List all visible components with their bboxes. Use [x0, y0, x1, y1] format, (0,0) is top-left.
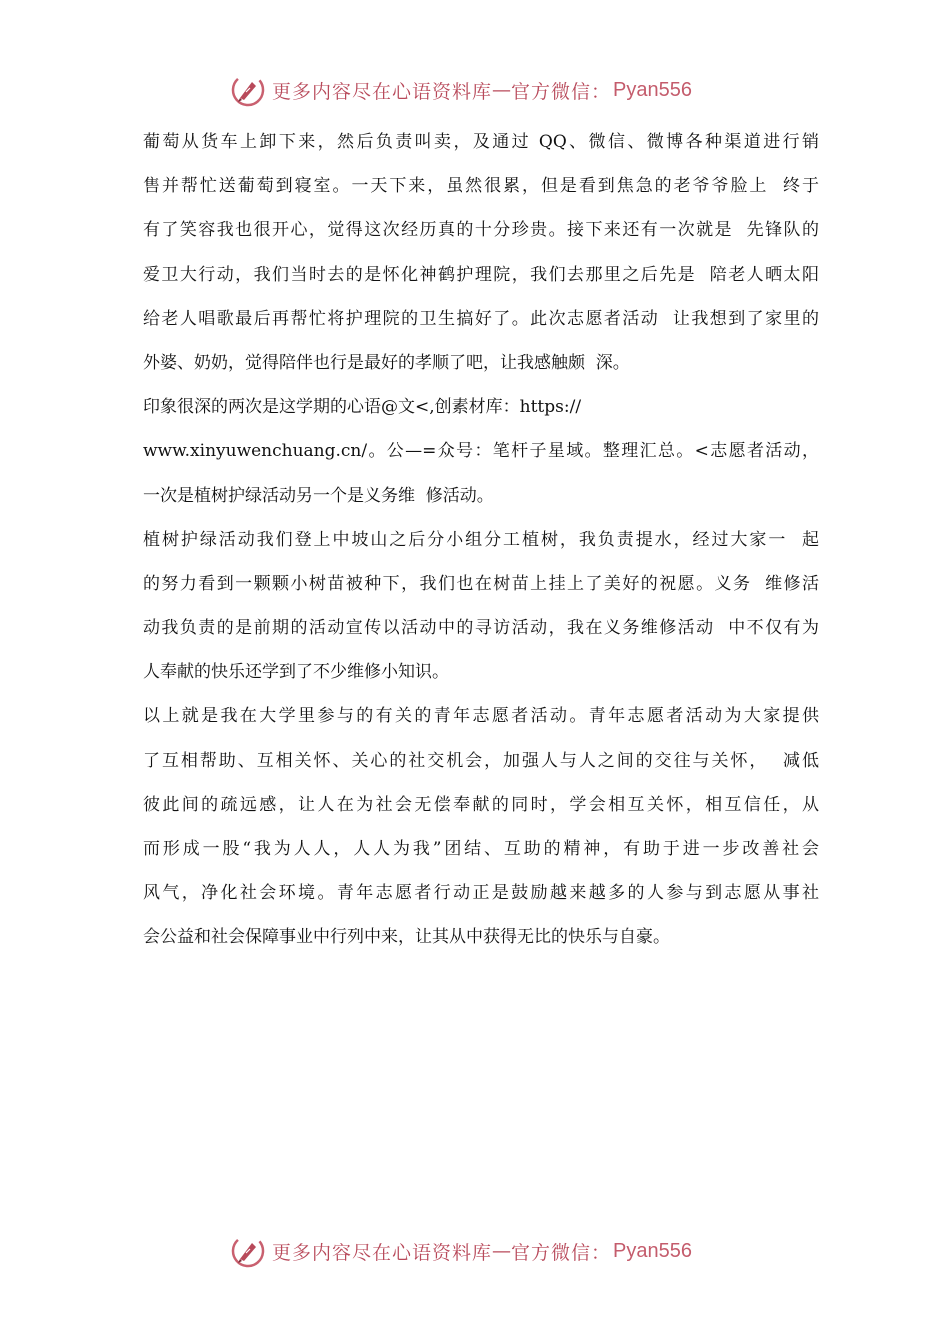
watermark-separator: —: [492, 79, 512, 101]
text-line: 人奉献的快乐还学到了不少维修小知识。: [143, 662, 449, 683]
text-line: 植树护绿活动我们登上中坡山之后分小组分工植树，我负责提水，经过大家一 起: [143, 529, 819, 550]
text-line: www.xinyuwenchuang.cn/。公—=众号：笔杆子星域。整理汇总。<志愿者活动，: [143, 441, 819, 462]
document-body: [143, 120, 819, 960]
pen-nib-logo-icon: [230, 72, 266, 108]
text-line: 而形成一股“我为人人，人人为我”团结、互助的精神，有助于进一步改善社会: [143, 839, 819, 859]
text-line: 的努力看到一颗颗小树苗被种下，我们也在树苗上挂上了美好的祝愿。义务 维修活: [143, 573, 819, 594]
text-line: 以上就是我在大学里参与的有关的青年志愿者活动。青年志愿者活动为大家提供: [143, 706, 819, 727]
text-line: 售并帮忙送葡萄到寝室。一天下来，虽然很累，但是看到焦急的老爷爷脸上 终于: [143, 176, 819, 197]
text-line: 彼此间的疏远感，让人在为社会无偿奉献的同时，学会相互关怀，相互信任，从: [143, 794, 819, 815]
pen-nib-logo-icon: [230, 1233, 266, 1269]
header-watermark: [230, 72, 692, 108]
watermark-wechat-id: Pyan556: [613, 1239, 692, 1262]
text-line: 了互相帮助、互相关怀、关心的社交机会，加强人与人之间的交往与关怀， 减低: [143, 750, 819, 771]
text-line: 给老人唱歌最后再帮忙将护理院的卫生搞好了。此次志愿者活动 让我想到了家里的: [143, 308, 819, 329]
watermark-wechat-label: 官方微信：: [511, 1241, 612, 1264]
footer-watermark: [230, 1233, 692, 1269]
watermark-wechat-id: Pyan556: [613, 78, 692, 101]
text-line: 有了笑容我也很开心，觉得这次经历真的十分珍贵。接下来还有一次就是 先锋队的: [143, 220, 819, 241]
text-line: 动我负责的是前期的活动宣传以活动中的寻访活动，我在义务维修活动 中不仅有为: [143, 618, 819, 639]
watermark-title: 更多内容尽在心语资料库: [272, 1241, 493, 1264]
watermark-title: 更多内容尽在心语资料库: [272, 80, 493, 103]
text-line: 风气，净化社会环境。青年志愿者行动正是鼓励越来越多的人参与到志愿从事社: [143, 883, 819, 904]
text-line: 印象很深的两次是这学期的心语@文<,创素材库：https://: [143, 397, 582, 418]
text-line: 外婆、奶奶，觉得陪伴也行是最好的孝顺了吧，让我感触颇 深。: [143, 352, 630, 373]
text-line: 葡萄从货车上卸下来，然后负责叫卖，及通过 QQ、微信、微博各种渠道进行销: [143, 132, 819, 152]
text-line: 爱卫大行动，我们当时去的是怀化神鹤护理院，我们去那里之后先是 陪老人晒太阳: [143, 264, 819, 285]
watermark-wechat-label: 官方微信：: [511, 80, 612, 103]
text-line: 会公益和社会保障事业中行列中来，让其从中获得无比的快乐与自豪。: [143, 927, 670, 948]
watermark-separator: —: [492, 1240, 512, 1262]
text-line: 一次是植树护绿活动另一个是义务维 修活动。: [143, 485, 494, 506]
